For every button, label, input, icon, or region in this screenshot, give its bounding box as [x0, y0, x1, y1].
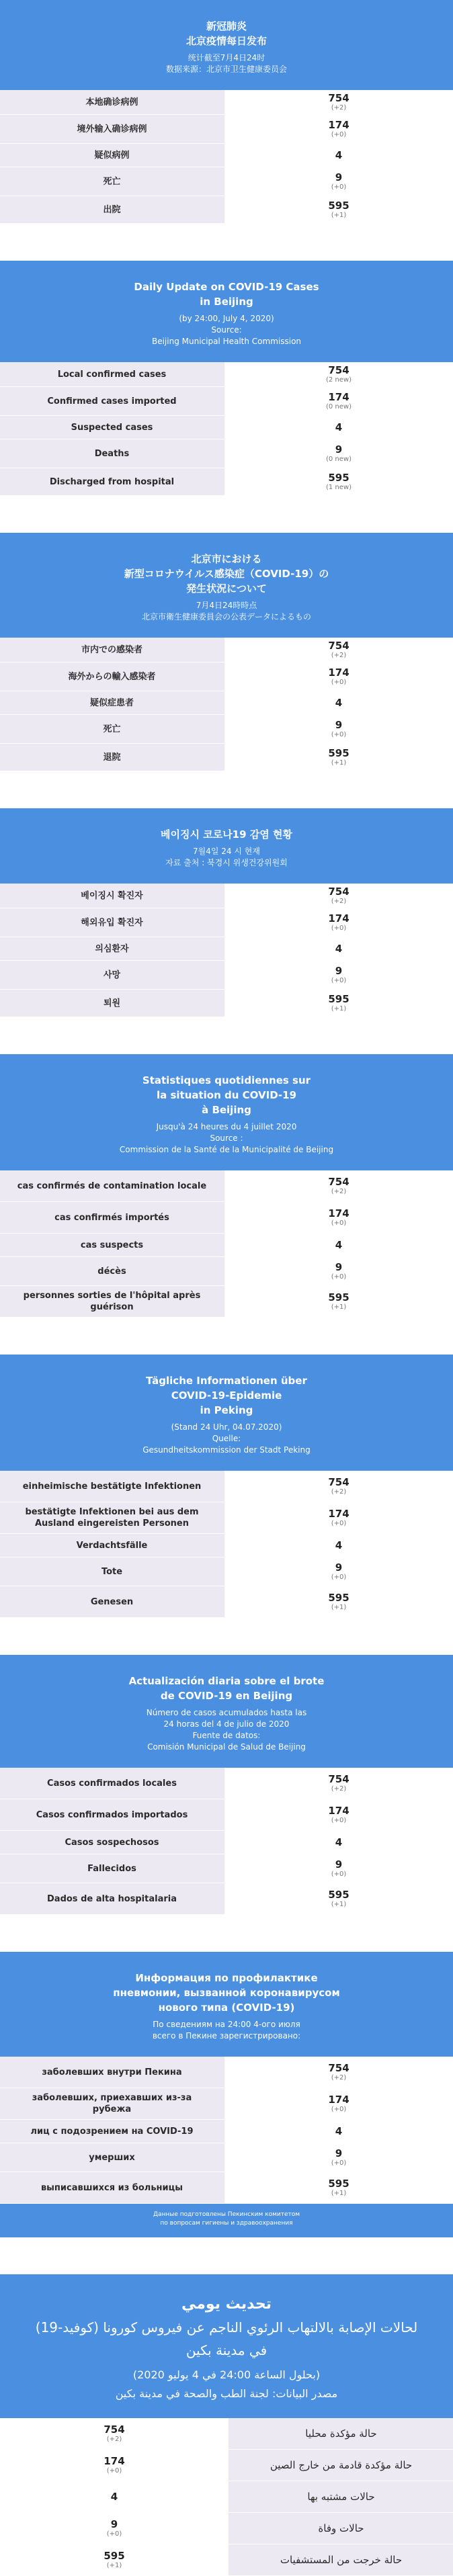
stats-row [0, 2513, 453, 2544]
stat-change: (+0) [106, 2530, 122, 2538]
card-subtitle-line: 北京市衛生健康委員会の公表データによるもの [141, 612, 311, 621]
card-subtitle-line: всего в Пекине зарегистрировано: [152, 2031, 301, 2041]
stat-value: 595 [328, 200, 349, 212]
stat-change: (+2) [331, 2074, 347, 2081]
stat-label: заболевших, приехавших из-за рубежа [0, 2088, 224, 2119]
card-subtitle-line: Commission de la Santé de la Municipalité de Beijing [119, 1145, 334, 1154]
stats-row [0, 2418, 453, 2450]
stat-label: حالة خرجت من المستشفيات [229, 2544, 453, 2575]
card-spacer [0, 1318, 453, 1355]
stat-change: (+2) [331, 1488, 347, 1496]
stat-value: 595 [328, 1291, 349, 1303]
stat-label: 死亡 [0, 715, 224, 743]
stat-change: (+0) [331, 1871, 347, 1878]
stats-row [0, 167, 453, 196]
stats-row [0, 115, 453, 144]
stat-value-cell [224, 1557, 453, 1586]
stat-change: (+0) [331, 1817, 347, 1824]
card-subtitle-line: Número de casos acumulados hasta las [146, 1708, 307, 1717]
update-card-fr [0, 1054, 453, 1318]
stat-value-cell [224, 1257, 453, 1285]
stat-label: Casos confirmados locales [0, 1768, 224, 1799]
card-title-line: la situation du COVID-19 [156, 1089, 297, 1101]
card-subtitle-line: (by 24:00, July 4, 2020) [179, 314, 274, 323]
card-title-line: Actualización diaria sobre el brote [128, 1675, 325, 1687]
card-title-line: 北京市における [191, 553, 262, 565]
card-spacer [0, 1618, 453, 1655]
stats-row [0, 2172, 453, 2204]
stat-change: (+0) [331, 977, 347, 984]
stats-row [0, 662, 453, 691]
stat-change: (+1) [331, 1303, 347, 1311]
card-title-line: في مدينة بكين [186, 2342, 267, 2358]
stat-change: (+0) [331, 1520, 347, 1527]
stat-value-cell [224, 638, 453, 662]
stats-row [0, 691, 453, 715]
stat-label: cas suspects [0, 1234, 224, 1256]
stat-value-cell [224, 937, 453, 960]
card-subtitle-line: 数据来源：北京市卫生健康委员会 [165, 65, 287, 74]
stat-label: 境外输入确诊病例 [0, 115, 224, 143]
update-card-zh [0, 0, 453, 224]
card-header [0, 1355, 453, 1471]
card-header [0, 2274, 453, 2418]
stat-value: 595 [328, 747, 349, 759]
card-spacer [0, 2237, 453, 2274]
card-title-line: in Peking [200, 1404, 253, 1416]
update-card-en [0, 261, 453, 496]
stat-value-cell [224, 1831, 453, 1854]
stat-change: (+2) [331, 1785, 347, 1793]
stat-value: 174 [328, 2094, 349, 2106]
stat-value: 174 [328, 1207, 349, 1219]
stat-value-cell [224, 1854, 453, 1883]
stat-change: (+2) [331, 898, 347, 905]
stats-row [0, 2544, 453, 2576]
stats-row [0, 638, 453, 662]
stat-change: (1 new) [325, 484, 352, 491]
card-subtitle-line: (بحلول الساعة 24:00 في 4 يوليو 2020) [132, 2368, 321, 2381]
card-subtitle-line: Comisión Municipal de Salud de Beijing [147, 1742, 306, 1752]
card-header [0, 808, 453, 884]
card-header [0, 533, 453, 638]
stats-row [0, 1831, 453, 1854]
stats-row [0, 2088, 453, 2120]
stat-value-cell [224, 387, 453, 415]
stat-change: (+0) [331, 679, 347, 686]
card-title-line: 北京疫情每日发布 [186, 35, 267, 47]
stat-value-cell [0, 2513, 229, 2544]
stats-row [0, 1202, 453, 1234]
stats-row [0, 1854, 453, 1883]
stat-label: Tote [0, 1557, 224, 1586]
stat-change: (+1) [331, 759, 347, 767]
stat-change: (+2) [331, 652, 347, 659]
update-card-ja [0, 533, 453, 771]
stat-value: 174 [104, 2455, 125, 2467]
stats-row [0, 387, 453, 416]
card-subtitle-line: مصدر البيانات: لجنة الطب والصحة في مدينة بكين [115, 2387, 338, 2400]
card-title-line: de COVID-19 en Beijing [160, 1690, 293, 1702]
stat-value-cell [224, 908, 453, 937]
card-title-line: Statistiques quotidiennes sur [142, 1074, 311, 1086]
stat-label: حالات وفاة [229, 2513, 453, 2544]
stat-value: 595 [328, 1889, 349, 1901]
stat-value: 754 [328, 92, 349, 104]
stat-change: (+0) [331, 731, 347, 738]
stat-change: (+1) [331, 2190, 347, 2197]
stats-row [0, 908, 453, 937]
stat-label: 市内での感染者 [0, 638, 224, 662]
stat-value-cell [224, 2120, 453, 2143]
stats-row [0, 1286, 453, 1318]
card-title-line: 베이징시 코로나19 감염 현황 [161, 828, 292, 841]
stat-value-cell [224, 1502, 453, 1533]
stats-row [0, 196, 453, 224]
stat-label: Local confirmed cases [0, 362, 224, 386]
stat-value-cell [224, 1768, 453, 1799]
stat-value: 9 [335, 443, 343, 456]
stats-row [0, 1257, 453, 1286]
stats-row [0, 1586, 453, 1618]
card-title-line: Информация по профилактике [135, 1972, 318, 1984]
card-spacer [0, 771, 453, 808]
stat-value-cell [224, 196, 453, 223]
stats-row [0, 1502, 453, 1534]
stat-value-cell [224, 662, 453, 691]
update-card-ko [0, 808, 453, 1017]
stat-change: (+0) [331, 2106, 347, 2113]
stat-label: 의심환자 [0, 937, 224, 960]
card-subtitle-line: 统计截至7月4日24时 [188, 53, 265, 62]
stat-change: (+2) [106, 2436, 122, 2443]
stat-value-cell [224, 1170, 453, 1201]
stat-value-cell [224, 744, 453, 771]
stat-label: Suspected cases [0, 416, 224, 439]
stats-row [0, 884, 453, 908]
stat-value-cell [224, 990, 453, 1017]
stat-value: 174 [328, 119, 349, 131]
stats-row [0, 1471, 453, 1502]
stat-label: Deaths [0, 439, 224, 468]
card-header [0, 1655, 453, 1768]
stats-row [0, 2057, 453, 2088]
stat-value: 174 [328, 912, 349, 925]
stat-change: (+0) [331, 131, 347, 138]
stat-value: 595 [328, 993, 349, 1005]
stat-label: personnes sorties de l'hôpital après guérison [0, 1286, 224, 1317]
stat-label: حالة مؤكدة محليا [229, 2418, 453, 2449]
card-subtitle-line: Gesundheitskommission der Stadt Peking [142, 1445, 311, 1455]
stat-value: 4 [335, 1539, 343, 1551]
stat-value: 9 [335, 1261, 343, 1273]
stat-change: (+0) [331, 1219, 347, 1227]
card-subtitle-line: Source : [210, 1133, 243, 1143]
stats-row [0, 1883, 453, 1915]
stat-value: 4 [110, 2491, 118, 2503]
card-title-line: COVID-19-Epidemie [171, 1389, 282, 1402]
stat-value: 9 [335, 171, 343, 183]
stat-value: 595 [328, 472, 349, 484]
stat-label: 疑似病例 [0, 144, 224, 167]
card-title-line: 新型コロナウイルス感染症（COVID-19）の [124, 568, 329, 580]
card-title-line: à Beijing [202, 1104, 251, 1116]
stats-row [0, 1799, 453, 1831]
stat-label: Fallecidos [0, 1854, 224, 1883]
stat-change: (+0) [106, 2467, 122, 2475]
stats-table [0, 638, 453, 771]
stat-label: 退院 [0, 744, 224, 771]
stat-value-cell [224, 715, 453, 743]
stat-value: 595 [104, 2550, 125, 2562]
stat-label: умерших [0, 2143, 224, 2172]
stat-label: 出院 [0, 196, 224, 223]
stats-table [0, 1768, 453, 1915]
card-title-line: нового типа (COVID-19) [158, 2002, 295, 2014]
stat-value: 9 [335, 719, 343, 731]
stats-row [0, 2481, 453, 2513]
stat-change: (0 new) [325, 403, 352, 411]
card-subtitle-line: Source: [211, 325, 242, 335]
stats-row [0, 715, 453, 744]
stat-value: 754 [328, 640, 349, 652]
stat-value-cell [0, 2481, 229, 2512]
stats-table [0, 884, 453, 1017]
card-spacer [0, 224, 453, 261]
stat-value-cell [224, 2057, 453, 2088]
card-subtitle-line: (Stand 24 Uhr, 04.07.2020) [171, 1422, 282, 1432]
stat-value: 174 [328, 391, 349, 403]
stat-label: выписавшихся из больницы [0, 2172, 224, 2203]
card-title-line: لحالات الإصابة بالالتهاب الرئوي الناجم عن فيروس كورونا (كوفيد-19) [35, 2319, 418, 2335]
stat-value: 9 [110, 2518, 118, 2530]
stats-row [0, 990, 453, 1017]
stat-value-cell [224, 884, 453, 908]
stat-value: 754 [328, 2062, 349, 2074]
stat-change: (+0) [331, 1273, 347, 1281]
stat-value: 754 [328, 1176, 349, 1188]
card-title-line: Daily Update on COVID-19 Cases [134, 281, 319, 293]
card-header [0, 0, 453, 90]
stat-change: (0 new) [325, 456, 352, 463]
stat-label: 사망 [0, 961, 224, 989]
stat-value-cell [224, 167, 453, 196]
stat-label: Casos sospechosos [0, 1831, 224, 1854]
stat-value-cell [224, 691, 453, 714]
stat-value: 9 [335, 1858, 343, 1871]
stat-value: 4 [335, 421, 343, 433]
card-subtitle-line: 7月4日24時時点 [196, 601, 257, 610]
stat-value: 754 [328, 886, 349, 898]
stat-value: 754 [328, 1773, 349, 1785]
stat-value-cell [224, 144, 453, 167]
stats-row [0, 468, 453, 496]
stat-value-cell [224, 2172, 453, 2203]
stat-value-cell [224, 2143, 453, 2172]
stat-label: cas confirmés importés [0, 1202, 224, 1233]
stats-row [0, 2450, 453, 2481]
stat-change: (+1) [331, 212, 347, 219]
card-spacer [0, 1915, 453, 1952]
stat-value: 4 [335, 1836, 343, 1848]
stat-value: 4 [335, 697, 343, 709]
stats-row [0, 439, 453, 468]
stat-label: حالات مشتبه بها [229, 2481, 453, 2512]
card-spacer [0, 496, 453, 533]
stat-value-cell [224, 416, 453, 439]
stat-change: (+0) [331, 183, 347, 191]
stat-change: (+0) [331, 925, 347, 932]
stat-value-cell [224, 115, 453, 143]
stat-change: (+1) [106, 2562, 122, 2569]
stats-row [0, 362, 453, 387]
stat-label: 베이징시 확진자 [0, 884, 224, 908]
stat-value: 4 [335, 149, 343, 161]
stat-value-cell [224, 1534, 453, 1557]
card-title-line: 発生状況について [186, 583, 267, 595]
card-subtitle-line: Quelle: [212, 1434, 241, 1443]
card-header [0, 1054, 453, 1170]
stat-value: 754 [104, 2423, 125, 2436]
stat-label: 해외유입 확진자 [0, 908, 224, 937]
update-card-de [0, 1355, 453, 1618]
stat-value-cell [224, 961, 453, 989]
stat-label: bestätigte Infektionen bei aus dem Ausland eingereisten Personen [0, 1502, 224, 1533]
card-subtitle-line: По сведениям на 24:00 4-ого июля [153, 2020, 300, 2029]
card-subtitle-line: Beijing Municipal Health Commission [151, 337, 302, 346]
update-card-ar [0, 2274, 453, 2576]
stat-value-cell [224, 2088, 453, 2119]
stat-label: 死亡 [0, 167, 224, 196]
stat-value-cell [0, 2450, 229, 2481]
stat-value-cell [224, 1883, 453, 1914]
stat-value: 595 [328, 1592, 349, 1604]
stat-value: 9 [335, 965, 343, 977]
stat-value-cell [224, 1471, 453, 1502]
card-spacer [0, 1017, 453, 1054]
card-title-line: in Beijing [200, 296, 253, 308]
stat-label: 퇴원 [0, 990, 224, 1017]
card-title-line: تحديث يومي [181, 2296, 272, 2313]
stat-value-cell [224, 90, 453, 114]
stat-label: einheimische bestätigte Infektionen [0, 1471, 224, 1502]
card-title-line: пневмонии, вызванной коронавирусом [113, 1987, 340, 1999]
stat-label: 疑似症患者 [0, 691, 224, 714]
stats-row [0, 2120, 453, 2143]
stat-value-cell [224, 1586, 453, 1617]
stat-value: 174 [328, 1805, 349, 1817]
stats-table [0, 2418, 453, 2576]
stat-value: 595 [328, 2178, 349, 2190]
stat-value: 4 [335, 1239, 343, 1251]
update-card-ru [0, 1952, 453, 2237]
stats-row [0, 1768, 453, 1799]
stats-row [0, 416, 453, 439]
stat-value: 754 [328, 1476, 349, 1488]
stats-row [0, 2143, 453, 2172]
stats-table [0, 2057, 453, 2204]
stat-value-cell [224, 1202, 453, 1233]
stat-value: 174 [328, 1508, 349, 1520]
stat-value-cell [224, 362, 453, 386]
stat-value: 174 [328, 667, 349, 679]
stat-label: Verdachtsfälle [0, 1534, 224, 1557]
stat-label: 海外からの輸入感染者 [0, 662, 224, 691]
stat-label: заболевших внутри Пекина [0, 2057, 224, 2088]
stats-table [0, 1471, 453, 1618]
stat-value-cell [0, 2544, 229, 2575]
stat-value: 9 [335, 1561, 343, 1574]
stat-label: cas confirmés de contamination locale [0, 1170, 224, 1201]
stat-change: (+1) [331, 1005, 347, 1013]
card-title-line: Tägliche Informationen über [146, 1375, 307, 1387]
card-header [0, 1952, 453, 2057]
stats-row [0, 937, 453, 961]
stat-value-cell [224, 1286, 453, 1317]
stat-value: 4 [335, 943, 343, 955]
update-card-es [0, 1655, 453, 1915]
stat-value-cell [224, 1799, 453, 1830]
stats-row [0, 1534, 453, 1557]
card-subtitle-line: 자료 출처 : 북경시 위생건강위원회 [165, 858, 288, 867]
footer-line: Данные подготовлены Пекинским комитетом [153, 2211, 300, 2218]
stat-change: (+1) [331, 1604, 347, 1611]
stats-row [0, 1170, 453, 1202]
stat-value-cell [0, 2418, 229, 2449]
stat-change: (+0) [331, 1574, 347, 1581]
card-title-line: 新冠肺炎 [206, 20, 247, 32]
card-subtitle-line: 7월4일 24 시 현재 [193, 847, 260, 856]
stat-change: (+2) [331, 1188, 347, 1195]
stat-label: حالة مؤكدة قادمة من خارج الصين [229, 2450, 453, 2481]
stat-change: (+0) [331, 2159, 347, 2167]
stat-value-cell [224, 1234, 453, 1256]
stat-label: Confirmed cases imported [0, 387, 224, 415]
stats-table [0, 90, 453, 224]
stat-change: (2 new) [325, 376, 352, 384]
stat-value: 9 [335, 2147, 343, 2159]
stat-label: décès [0, 1257, 224, 1285]
stats-row [0, 961, 453, 990]
stat-value-cell [224, 439, 453, 468]
stat-label: лиц с подозрением на COVID-19 [0, 2120, 224, 2143]
stat-label: 本地确诊病例 [0, 90, 224, 114]
card-subtitle-line: Jusqu'à 24 heures du 4 juillet 2020 [156, 1122, 297, 1131]
stats-table [0, 362, 453, 496]
stat-label: Genesen [0, 1586, 224, 1617]
card-subtitle-line: 24 horas del 4 de julio de 2020 [163, 1719, 290, 1729]
card-footer [0, 2204, 453, 2237]
stat-change: (+2) [331, 104, 347, 112]
stats-row [0, 1234, 453, 1257]
stat-change: (+1) [331, 1901, 347, 1908]
stat-label: Discharged from hospital [0, 468, 224, 495]
stat-value: 754 [328, 364, 349, 376]
stat-label: Dados de alta hospitalaria [0, 1883, 224, 1914]
stats-row [0, 744, 453, 771]
stats-table [0, 1170, 453, 1318]
stats-row [0, 90, 453, 115]
footer-line: по вопросам гигиены и здравоохранения [160, 2220, 293, 2227]
stat-value-cell [224, 468, 453, 495]
stats-row [0, 144, 453, 167]
stats-row [0, 1557, 453, 1586]
stat-value: 4 [335, 2125, 343, 2137]
card-header [0, 261, 453, 362]
stat-label: Casos confirmados importados [0, 1799, 224, 1830]
card-subtitle-line: Fuente de datos: [192, 1731, 261, 1740]
